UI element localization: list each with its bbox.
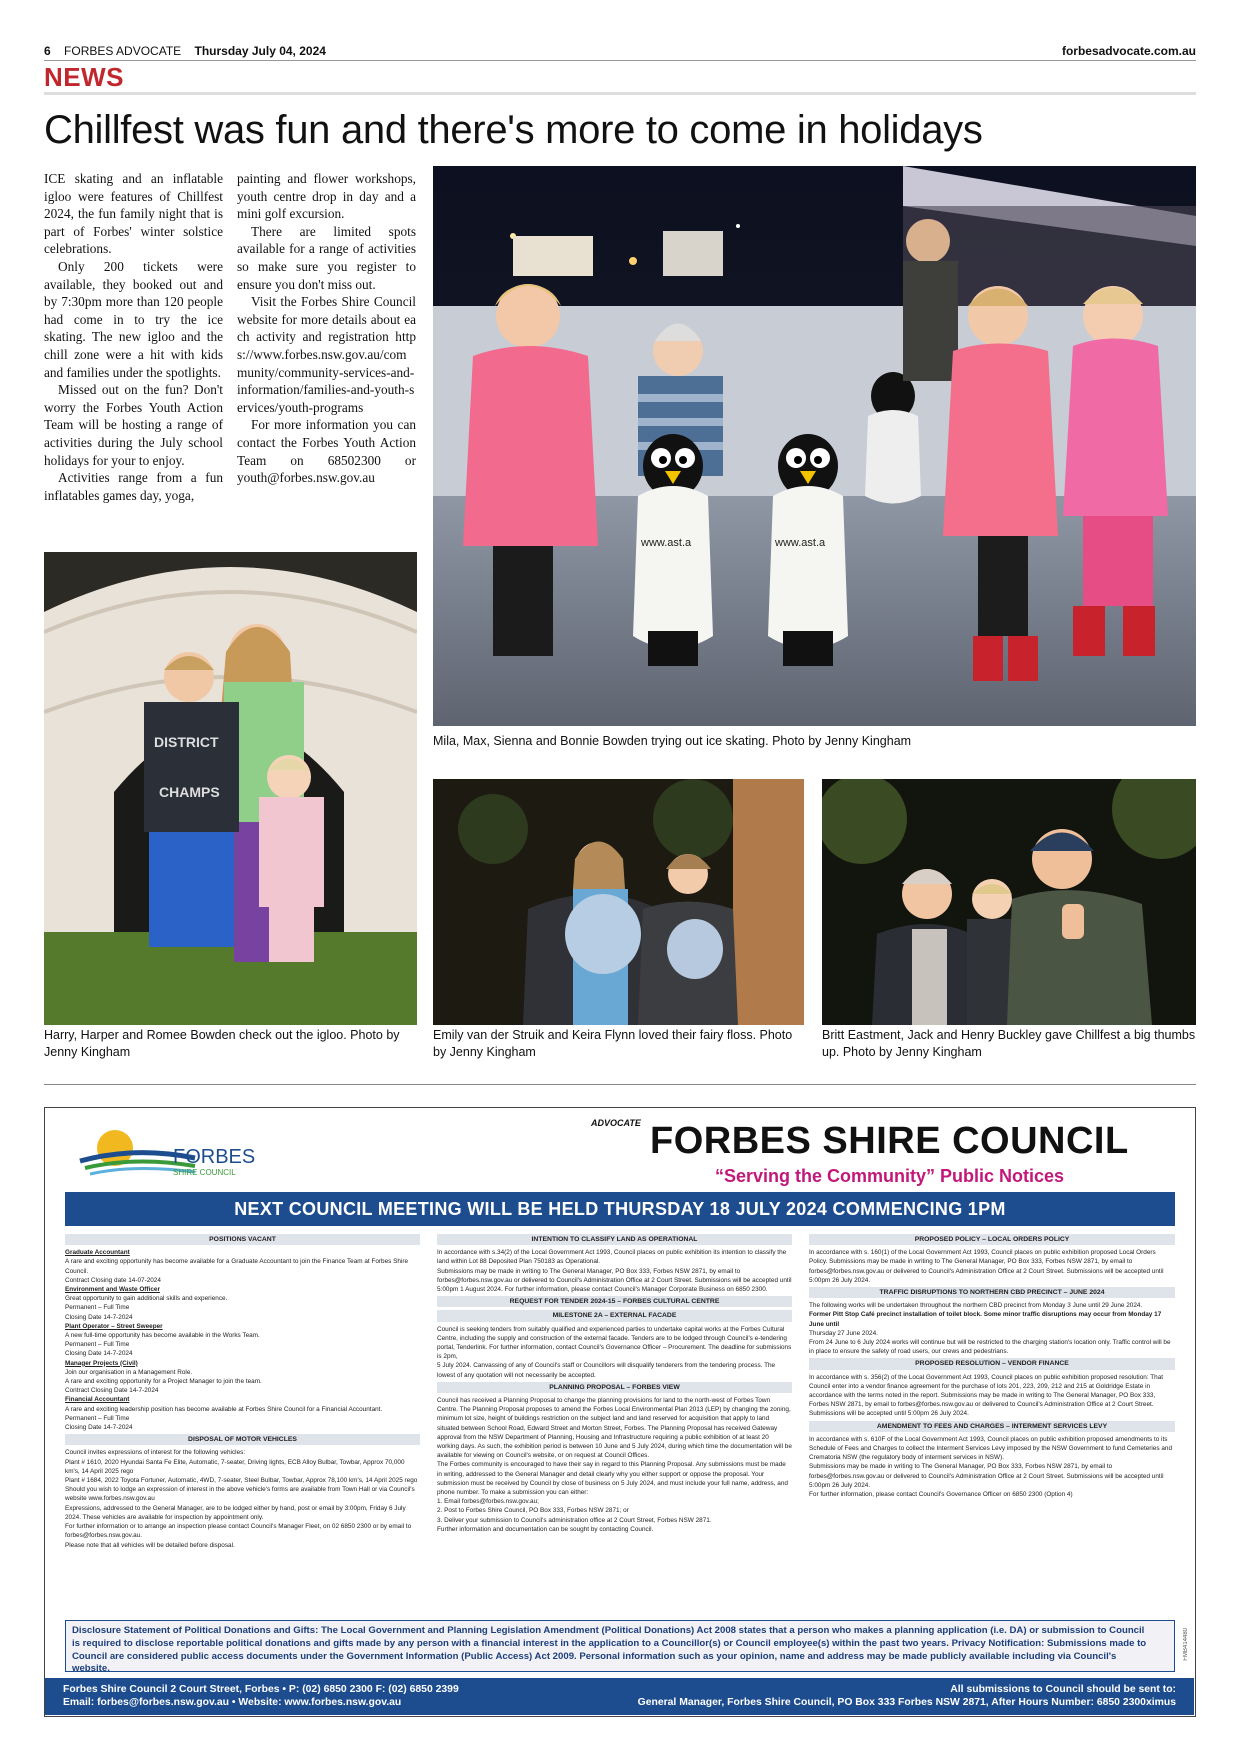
council-advertisement: [44, 1107, 1196, 1717]
penguin-aid-2: [768, 434, 848, 666]
photo-igloo: [44, 552, 417, 1025]
footer-contacts: Email: forbes@forbes.nsw.gov.au • Website: www.forbes.nsw.gov.au: [63, 1697, 402, 1708]
position-item: Manager Projects (Civil) Join our organisation in a Management Role. A rare and exciting opportunity for a Project Manager to join the team. Contract Closing Date 14-7-2024: [65, 1359, 262, 1395]
masthead-rule: [44, 60, 1196, 61]
council-subtitle: “Serving the Community” Public Notices: [715, 1166, 1065, 1186]
advocate-tag: ADVOCATE: [591, 1118, 641, 1128]
classify-heading: INTENTION TO CLASSIFY LAND AS OPERATIONAL: [437, 1234, 792, 1245]
section-label: NEWS: [44, 62, 124, 92]
notices-column-1: POSITIONS VACANT Graduate Accountant A rare and exciting opportunity has become available for a Graduate Accountant to join the Finance Team at Forbes Shire Council. Contract Closing date 14-07-2024 Environment and Waste Officer Great opportunity to gain additional skills and experience. Permanent – Full Time Closing Date 14-7-2024 Plant Operator – Street Sweeper A new full-time opportunity has become available in the Works Team. Permanent – Full Time Closing Date 14-7-2024 Manager Projects (Civil) Join our organisation in a Management Role. A rare and exciting opportunity for a Project Manager to join the team. Contract Closing Date 14-7-2024 Financial Accountant A rare and exciting leadership position has become available at Forbes Shire Council for a Financial Accountant. Permanent – Full Time Closing Date 14-7-2024 DISPOSAL OF MOTOR VEHICLES Council invites expressions of interest for the following vehicles: Plant # 1610, 2020 Hyundai Santa Fe Elite, Automatic, 7-seater, Driving lights, ECB Alloy Bulbar, Towbar, Approx 70,000 km's, 14 April 2025 rego Plant # 1684, 2022 Toyota Fortuner, Automatic, 4WD, 7-seater, Steel Bulbar, Towbar, Approx 78,100 km's, 14 April 2025 rego Should you wish to lodge an expression of interest in the above vehicle's forms are available from Town Hall or via Council's website www.forbes.nsw.gov.au Expressions, addressed to the General Manager, are to be lodged either by hand, post or email by 3:00pm, Friday 6 July 2024. These vehicles are available for inspection by appointment only. For further information or to arrange an inspection please contact Council's Manager Fleet, on 02 6850 2300 or by email to forbes@forbes.nsw.gov.au. Please note that all vehicles will be detailed before disposal.: [65, 1232, 420, 1550]
paragraph: Visit the Forbes Shire Council website for more details about each activity and registration https://www.forbes.nsw.gov.au/community/community-services-and-information/families-and-youth-services/youth-programs: [237, 294, 416, 415]
svg-text:DISTRICT: DISTRICT: [154, 734, 219, 750]
caption-ice-skating: Mila, Max, Sienna and Bonnie Bowden trying out ice skating. Photo by Jenny Kingham: [433, 734, 912, 748]
paragraph: For more information you can contact the Forbes Youth Action Team on 68502300 or youth@forbes.nsw.gov.au: [237, 417, 416, 486]
footer-address: Forbes Shire Council 2 Court Street, Forbes • P: (02) 6850 2300 F: (02) 6850 2399: [63, 1684, 459, 1695]
resolution-heading: PROPOSED RESOLUTION – VENDOR FINANCE: [809, 1358, 1175, 1369]
logo-name: FORBES: [173, 1146, 256, 1168]
council-footer: [45, 1678, 1194, 1715]
paragraph: Activities range from a fun inflatables games day, yoga,: [44, 470, 223, 503]
caption-igloo: Harry, Harper and Romee Bowden check out the igloo. Photo by Jenny Kingham: [44, 1028, 400, 1059]
photo-ice-skating: [433, 166, 1196, 726]
page-number: 6: [44, 44, 51, 58]
footer-submissions-label: All submissions to Council should be sent to:: [950, 1684, 1176, 1695]
notices-column-3: PROPOSED POLICY – LOCAL ORDERS POLICY In accordance with s. 160(1) of the Local Government Act 1993, Council places on public exhibition proposed Local Orders Policy. Submissions may be made in writing to The General Manager, PO Box 333, Forbes NSW 2871, by email to forbes@forbes.nsw.gov.au or delivered to Council's Administration Office at 2 Court Street. Submissions will be accepted until 5:00pm 26 July 2024. TRAFFIC DISRUPTIONS TO NORTHERN CBD PRECINCT – JUNE 2024 The following works will be undertaken throughout the northern CBD precinct from Monday 3 June until 29 June 2024. Former Pitt Stop Café precinct installation of toilet block. Some minor traffic disruptions may occur from Monday 17 June until Thursday 27 June 2024. From 24 June to 6 July 2024 works will continue but will be restricted to the charging station's location only. Traffic control will be in place to ensure the safety of road users, our crews and pedestrians. PROPOSED RESOLUTION – VENDOR FINANCE In accordance with s. 356(2) of the Local Government Act 1993, Council places on public exhibition proposed resolution: That Council enter into a vendor finance agreement for the purchase of lots 201, 223, 209, 212 and 215 at Goldridge Estate in accordance with the terms noted in the report. Submissions may be made in writing to The General Manager, PO Box 333, Forbes NSW 2871, by email to forbes@forbes.nsw.gov.au or delivered to Council's Administration Office at 2 Court Street. Submissions will be accepted until 5:00pm 26 July 2024. AMENDMENT TO FEES AND CHARGES – INTERMENT SERVICES LEVY In accordance with s. 610F of the Local Government Act 1993, Council places on public exhibition proposed amendments to its Schedule of Fees and Charges to collect the Interment Services Levy imposed by the NSW Government to fund Cemeteries and Crematoria NSW (the regulatory body of interment services in NSW). Submissions may be made in writing to The General Manager, PO Box 333, Forbes NSW 2871, by email to forbes@forbes.nsw.gov.au or delivered to Council's Administration Office at 2 Court Street. Submissions will be accepted until 5:00pm 26 July 2024. For further information, please contact Council's Governance Officer on 6850 2300 (Option 4): [809, 1232, 1175, 1499]
ad-code: FMB414480: [1183, 1628, 1189, 1661]
section-rule: [44, 92, 1196, 95]
headline: Chillfest was fun and there's more to come in holidays: [44, 108, 983, 152]
position-item: Financial Accountant A rare and exciting leadership position has become available at Forbes Shire Council for a Financial Accountant. Permanent – Full Time Closing Date 14-7-2024: [65, 1396, 383, 1432]
website-url[interactable]: forbesadvocate.com.au: [1061, 44, 1196, 58]
notices-column-2: INTENTION TO CLASSIFY LAND AS OPERATIONAL In accordance with s.34(2) of the Local Government Act 1993, Council places on public exhibition its intention to classify the land within Lot 88 Deposited Plan 750183 as Operational. Submissions may be made in writing to The General Manager, PO Box 333, Forbes NSW 2871, by email to forbes@forbes.nsw.gov.au or delivered to Council's Administration Office at 2 Court Street. Submissions will be accepted until 5:00pm 1 August 2024. For further information, please contact Council's Manager Corporate Business on 6850 2300. REQUEST FOR TENDER 2024-15 – FORBES CULTURAL CENTRE MILESTONE 2A – EXTERNAL FACADE Council is seeking tenders from suitably qualified and experienced parties to undertake capital works at the Forbes Cultural Centre, including the supply and construction of the external facade. Tenders are to be lodged through Council's e-tendering portal, Tenderlink. For further information, contact Council's Governance Officer – Procurement. The deadline for submissions is 2pm, 5 July 2024. Canvassing of any of Council's staff or Councillors will disqualify tenderers from the tendering process. The lowest of any quotation will not necessarily be accepted. PLANNING PROPOSAL – FORBES VIEW Council has received a Planning Proposal to change the planning provisions for land to the north-west of Forbes Town Centre. The Planning Proposal proposes to amend the Forbes Local Environmental Plan 2013 (LEP) by changing the zoning, minimum lot size, height of buildings restriction on the subject land and land reserved for acquisition that apply to land situated between School Road, Edward Street and Morton Street, Forbes. The Planning Proposal has received Gateway approval from the NSW Department of Planning, Housing and Infrastructure requiring a public exhibition of at least 20 working days. As such, the exhibition period is between 10 June and 5 July 2024, during which time the documentation will be available for viewing on Council's website, or on request at Council Offices. The Forbes community is encouraged to have their say in regard to this Planning Proposal. Any submissions must be made in writing, addressed to the General Manager and detail clearly why you either support or oppose the proposal. Your submission must be received by Council by close of business on 5 July 2024, and must include your full name, address, and phone number. To make a submission you can either: 1. Email forbes@forbes.nsw.gov.au; 2. Post to Forbes Shire Council, PO Box 333, Forbes NSW 2871; or 3. Deliver your submission to Council's administration office at 2 Court Street, Forbes NSW 2871. Further information and documentation can be sought by contacting Council.: [437, 1236, 792, 1533]
planning-heading: PLANNING PROPOSAL – FORBES VIEW: [437, 1382, 792, 1393]
policy-heading: PROPOSED POLICY – LOCAL ORDERS POLICY: [809, 1234, 1175, 1245]
council-logo: [75, 1126, 285, 1182]
penguin-aid-1: [633, 434, 713, 666]
paragraph: ICE skating and an inflatable igloo were features of Chillfest 2024, the fun family night that is part of Forbes' winter solstice celebrations.: [44, 171, 223, 257]
position-item: Plant Operator – Street Sweeper A new full-time opportunity has become available in the Works Team. Permanent – Full Time Closing Date 14-7-2024: [65, 1322, 260, 1358]
paragraph: Missed out on the fun? Don't worry the Forbes Youth Action Team will be hosting a range of activities during the July school holidays for your to enjoy.: [44, 382, 223, 468]
svg-text:CHAMPS: CHAMPS: [159, 784, 220, 800]
photo-thumbs-up: [822, 779, 1196, 1025]
caption-fairy-floss: Emily van der Struik and Keira Flynn loved their fairy floss. Photo by Jenny Kingham: [433, 1028, 793, 1059]
positions-heading: POSITIONS VACANT: [65, 1234, 420, 1245]
issue-date: Thursday July 04, 2024: [194, 44, 326, 58]
tender-heading: REQUEST FOR TENDER 2024-15 – FORBES CULTURAL CENTRE: [437, 1296, 792, 1307]
section-divider: [44, 1084, 1196, 1085]
logo-sub: SHIRE COUNCIL: [173, 1168, 236, 1177]
publication-name: FORBES ADVOCATE: [64, 44, 182, 58]
svg-text:www.ast.a: www.ast.a: [641, 537, 692, 549]
svg-text:www.ast.a: www.ast.a: [775, 537, 826, 549]
article-column-2: [237, 170, 416, 487]
vehicles-heading: DISPOSAL OF MOTOR VEHICLES: [65, 1434, 420, 1445]
penguin-aid-3: [865, 372, 921, 504]
article-column-1: [44, 170, 223, 504]
paragraph: Only 200 tickets were available, they booked out and by 7:30pm more than 120 people had come in to try the ice skating. The new igloo and the chill zone were a hit with kids and families under the spotlights.: [44, 258, 223, 380]
disclosure-statement: Disclosure Statement of Political Donations and Gifts: The Local Government and Planning Legislation Amendment (Political Donations) Act 2008 states that a person who makes a planning application (i.e. DA) or submission to Council is required to disclose reportable political donations and gifts made by any person with a financial interest in the application to a Councillor(s) or Council employee(s) within the past two years. Privacy Notification: Submissions made to Council are considered public access documents under the Government Information (Public Access) Act 2009. Personal information such as your opinion, name and address may be made publicly available including via Council's website.: [65, 1620, 1175, 1672]
tender-subheading: MILESTONE 2A – EXTERNAL FACADE: [437, 1310, 792, 1321]
footer-submissions-address: General Manager, Forbes Shire Council, PO Box 333 Forbes NSW 2871, After Hours Number: 6850 2300ximus: [637, 1697, 1176, 1708]
photo-fairy-floss: [433, 779, 804, 1025]
position-item: Environment and Waste Officer Great opportunity to gain additional skills and experience. Permanent – Full Time Closing Date 14-7-2024: [65, 1286, 228, 1321]
fees-heading: AMENDMENT TO FEES AND CHARGES – INTERMENT SERVICES LEVY: [809, 1421, 1175, 1432]
traffic-heading: TRAFFIC DISRUPTIONS TO NORTHERN CBD PRECINCT – JUNE 2024: [809, 1287, 1175, 1298]
position-item: Graduate Accountant A rare and exciting opportunity has become available for a Graduate Accountant to join the Finance Team at Forbes Shire Council. Contract Closing date 14-07-2024: [65, 1249, 409, 1284]
meeting-banner: NEXT COUNCIL MEETING WILL BE HELD THURSDAY 18 JULY 2024 COMMENCING 1PM: [65, 1192, 1175, 1226]
caption-thumbs-up: Britt Eastment, Jack and Henry Buckley gave Chillfest a big thumbs up. Photo by Jenny Kingham: [822, 1028, 1196, 1059]
paragraph: painting and flower workshops, youth centre drop in day and a mini golf excursion.: [237, 171, 416, 222]
paragraph: There are limited spots available for a range of activities so make sure you register to ensure you don't miss out.: [237, 223, 416, 292]
council-title: FORBES SHIRE COUNCIL: [650, 1120, 1129, 1162]
